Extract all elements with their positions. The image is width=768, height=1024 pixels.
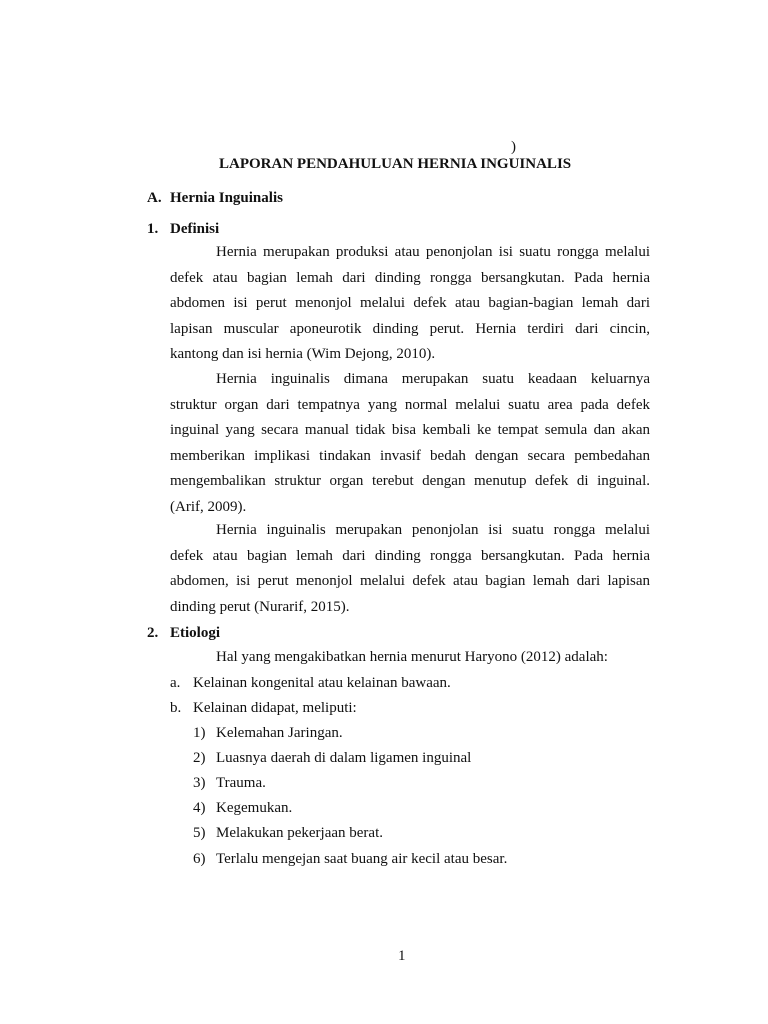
sublist-item-marker: 1) xyxy=(193,725,206,741)
sublist-item: Kegemukan. xyxy=(216,800,293,816)
sublist-item: Kelemahan Jaringan. xyxy=(216,725,343,741)
paragraph-line: memberikan implikasi tindakan invasif bedah dengan secara pembedahan xyxy=(170,447,650,464)
sublist-item: Luasnya daerah di dalam ligamen inguinal xyxy=(216,750,472,766)
definisi-paragraph-3 xyxy=(170,518,650,620)
section-a-title: Hernia Inguinalis xyxy=(170,190,283,206)
paragraph-line: mengembalikan struktur organ terebut dengan menutup defek di inguinal. xyxy=(170,473,650,489)
list-item: Kelainan didapat, meliputi: xyxy=(193,700,357,716)
paragraph-line: Hernia merupakan produksi atau penonjolan isi suatu rongga melalui xyxy=(216,244,650,260)
sublist-item-marker: 2) xyxy=(193,750,206,766)
sublist-item-marker: 4) xyxy=(193,800,206,816)
definisi-paragraph-1 xyxy=(170,240,650,368)
sublist-item-marker: 6) xyxy=(193,851,206,867)
paragraph-line: dinding perut (Nurarif, 2015). xyxy=(170,598,350,615)
paragraph-line: (Arif, 2009). xyxy=(170,498,247,515)
stray-mark: ) xyxy=(511,139,516,155)
paragraph-line: lapisan muscular aponeurotik dinding perut. Hernia terdiri dari cincin, xyxy=(170,320,650,337)
definisi-paragraph-2 xyxy=(170,367,650,520)
sublist-item: Melakukan pekerjaan berat. xyxy=(216,825,383,841)
definisi-number: 1. xyxy=(147,221,159,237)
etiologi-intro: Hal yang mengakibatkan hernia menurut Haryono (2012) adalah: xyxy=(216,649,608,665)
paragraph-line: Hernia inguinalis merupakan penonjolan isi suatu rongga melalui xyxy=(216,522,650,538)
etiologi-number: 2. xyxy=(147,625,159,641)
paragraph-line: struktur organ dari tempatnya yang normal melalui suatu area pada defek xyxy=(170,396,650,413)
paragraph-line: Hernia inguinalis dimana merupakan suatu keadaan keluarnya xyxy=(216,371,650,387)
paragraph-line: abdomen, isi perut menonjol melalui defek atau bagian lemah dari lapisan xyxy=(170,573,650,589)
page-number: 1 xyxy=(398,948,406,964)
sublist-item-marker: 5) xyxy=(193,825,206,841)
paragraph-line: defek atau bagian lemah dari dinding rongga bersangkutan. Pada hernia xyxy=(170,269,650,286)
sublist-item-marker: 3) xyxy=(193,775,206,791)
list-item: Kelainan kongenital atau kelainan bawaan. xyxy=(193,675,451,691)
paragraph-line: defek atau bagian lemah dari dinding rongga bersangkutan. Pada hernia xyxy=(170,547,650,564)
etiologi-heading: Etiologi xyxy=(170,625,221,641)
section-a-label: A. xyxy=(147,190,162,206)
paragraph-line: abdomen isi perut menonjol melalui defek atau bagian-bagian lemah dari xyxy=(170,295,650,311)
sublist-item: Trauma. xyxy=(216,775,266,791)
list-item-marker: b. xyxy=(170,700,182,716)
definisi-heading: Definisi xyxy=(170,221,220,237)
list-item-marker: a. xyxy=(170,675,181,691)
sublist-item: Terlalu mengejan saat buang air kecil atau besar. xyxy=(216,851,508,867)
paragraph-line: kantong dan isi hernia (Wim Dejong, 2010). xyxy=(170,346,436,362)
document-title: LAPORAN PENDAHULUAN HERNIA INGUINALIS xyxy=(219,156,572,172)
paragraph-line: inguinal yang secara manual tidak bisa kembali ke tempat semula dan akan xyxy=(170,422,650,438)
